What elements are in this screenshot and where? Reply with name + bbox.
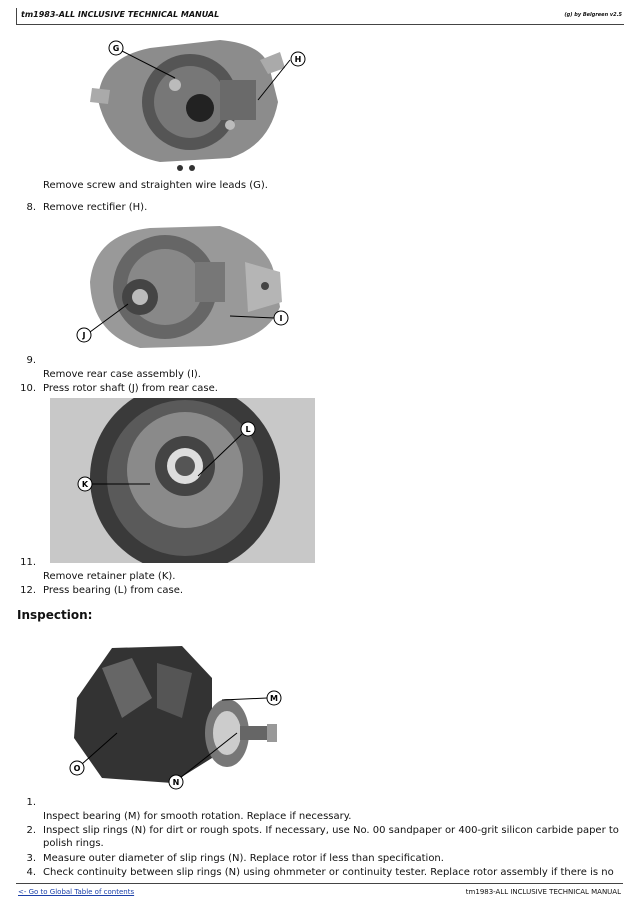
svg-text:O: O: [73, 764, 81, 773]
callout-m: [267, 691, 281, 705]
figure-rotor: [62, 638, 292, 793]
svg-text:L: L: [245, 425, 251, 434]
figure-rear-case-assembly: [70, 222, 300, 352]
svg-text:I: I: [279, 314, 283, 323]
svg-text:G: G: [112, 44, 120, 53]
callout-n: [169, 775, 183, 789]
inspect-4-number: 4.: [26, 867, 36, 878]
inspect-1-text: Inspect bearing (M) for smooth rotation. Replace if necessary.: [43, 811, 352, 822]
footer-title: tm1983-ALL INCLUSIVE TECHNICAL MANUAL: [465, 888, 621, 896]
step-11-text: Remove retainer plate (K).: [43, 571, 176, 582]
svg-text:J: J: [82, 331, 86, 340]
inspect-4-text: Check continuity between slip rings (N) using ohmmeter or continuity tester. Replace rotor assembly if there is no: [43, 867, 614, 878]
callout-h: [291, 52, 305, 66]
svg-text:M: M: [270, 694, 278, 703]
inspect-2-text: Inspect slip rings (N) for dirt or rough spots. If necessary, use No. 00 sandpaper or 400-grit silicon carbide paper to polish rings.: [43, 825, 619, 849]
inspect-1-number: 1.: [26, 797, 36, 808]
step-10-number: 10.: [20, 383, 36, 394]
page-footer: [16, 883, 623, 900]
callout-j: [77, 328, 91, 342]
step-9-text: Remove rear case assembly (I).: [43, 369, 201, 380]
svg-text:N: N: [172, 778, 180, 787]
callout-k: [78, 477, 92, 491]
svg-text:H: H: [294, 55, 302, 64]
header-title: tm1983-ALL INCLUSIVE TECHNICAL MANUAL: [21, 10, 220, 19]
step-8-number: 8.: [26, 202, 36, 213]
callout-l: [241, 422, 255, 436]
callout-i: [274, 311, 288, 325]
step-8-text: Remove rectifier (H).: [43, 202, 148, 213]
global-toc-link[interactable]: <- Go to Global Table of contents: [18, 888, 135, 896]
step-12-number: 12.: [20, 585, 36, 596]
inspect-3-number: 3.: [26, 853, 36, 864]
step-11-number: 11.: [20, 557, 36, 568]
svg-text:K: K: [81, 480, 89, 489]
step-7-text: Remove screw and straighten wire leads (G).: [43, 180, 268, 191]
inspect-3-text: Measure outer diameter of slip rings (N). Replace rotor if less than specification.: [43, 853, 444, 864]
step-12-text: Press bearing (L) from case.: [43, 585, 184, 596]
callout-o: [70, 761, 84, 775]
inspect-2-number: 2.: [26, 825, 36, 836]
inspection-heading: Inspection:: [17, 608, 93, 622]
page-header: [16, 8, 624, 25]
step-9-number: 9.: [26, 355, 36, 366]
step-10-text: Press rotor shaft (J) from rear case.: [43, 383, 218, 394]
figure-retainer-plate: [50, 398, 315, 563]
callout-g: [109, 41, 123, 55]
figure-alternator-rear: [80, 30, 320, 175]
header-credit: (g) by Belgreen v2.5: [564, 12, 622, 18]
